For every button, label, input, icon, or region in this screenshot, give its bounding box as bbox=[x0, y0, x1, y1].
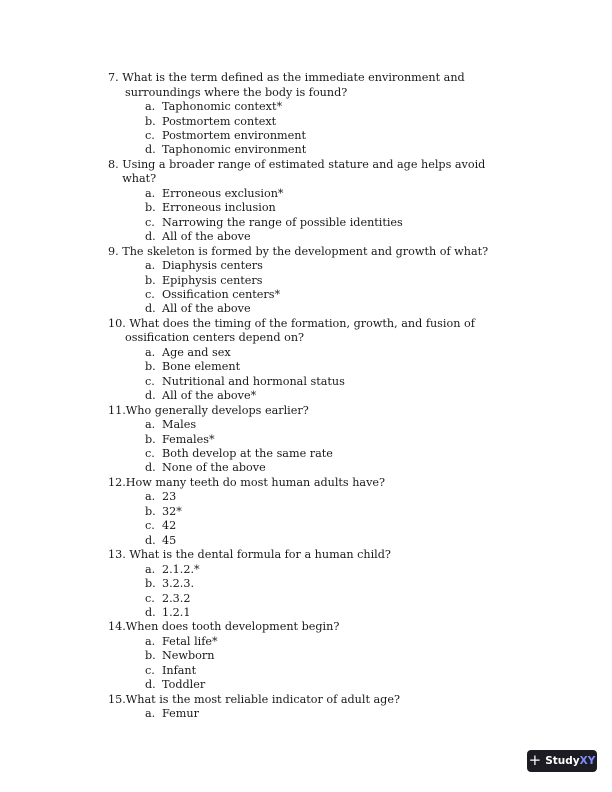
answer-option bbox=[145, 635, 518, 649]
question-stem bbox=[108, 404, 518, 419]
question-text: What is the most reliable indicator of adult age? bbox=[125, 692, 400, 706]
answer-option bbox=[145, 678, 518, 692]
answer-options bbox=[108, 418, 518, 476]
option-letter: a. bbox=[145, 100, 156, 114]
question-item bbox=[108, 245, 518, 317]
option-letter: b. bbox=[145, 432, 156, 446]
answer-options bbox=[108, 635, 518, 693]
option-letter: a. bbox=[145, 562, 156, 576]
answer-option bbox=[145, 288, 518, 302]
question-item bbox=[108, 693, 518, 722]
question-number: 10. bbox=[108, 316, 130, 330]
option-letter: b. bbox=[145, 504, 156, 518]
question-number: 15. bbox=[108, 692, 126, 706]
question-number: 11. bbox=[108, 403, 126, 417]
answer-option bbox=[145, 519, 518, 533]
answer-options bbox=[108, 100, 518, 158]
question-number: 13. bbox=[108, 548, 130, 562]
answer-option bbox=[145, 461, 518, 475]
badge-label: StudyXY bbox=[545, 755, 596, 767]
option-letter: b. bbox=[145, 273, 156, 287]
answer-option bbox=[145, 187, 518, 201]
option-text: Males bbox=[162, 418, 197, 432]
option-letter: c. bbox=[145, 591, 155, 605]
answer-option bbox=[145, 534, 518, 548]
option-letter: c. bbox=[145, 129, 155, 142]
question-text: What is the dental formula for a human child? bbox=[129, 548, 391, 562]
answer-option bbox=[145, 346, 518, 360]
question-number: 8. bbox=[108, 157, 123, 171]
question-text: What is the term defined as the immediate environment and bbox=[122, 71, 465, 84]
option-text: 42 bbox=[162, 519, 177, 533]
question-stem bbox=[108, 476, 518, 491]
answer-option bbox=[145, 664, 518, 678]
option-text: Diaphysis centers bbox=[162, 259, 263, 273]
question-text: How many teeth do most human adults have? bbox=[125, 475, 386, 489]
answer-option bbox=[145, 490, 518, 504]
question-number: 14. bbox=[108, 620, 126, 634]
answer-options bbox=[108, 707, 518, 721]
option-text: Postmortem environment bbox=[162, 129, 306, 142]
studyxy-badge[interactable] bbox=[527, 750, 597, 772]
question-text: What does the timing of the formation, growth, and fusion of bbox=[129, 316, 475, 330]
question-stem bbox=[108, 620, 518, 635]
question-text-continued: ossification centers depend on? bbox=[125, 331, 305, 345]
option-text: Toddler bbox=[162, 678, 206, 692]
question-stem bbox=[108, 71, 518, 86]
answer-option bbox=[145, 375, 518, 389]
plus-icon: + bbox=[528, 750, 542, 769]
answer-option bbox=[145, 201, 518, 215]
answer-option bbox=[145, 274, 518, 288]
answer-option bbox=[145, 129, 518, 143]
option-text: Nutritional and hormonal status bbox=[162, 374, 345, 388]
option-letter: d. bbox=[145, 143, 156, 157]
option-text: Postmortem context bbox=[162, 114, 277, 128]
option-text: Age and sex bbox=[162, 346, 231, 360]
option-letter: a. bbox=[145, 259, 156, 273]
answer-option bbox=[145, 100, 518, 114]
option-letter: c. bbox=[145, 447, 155, 461]
question-text-continued: surroundings where the body is found? bbox=[125, 85, 348, 99]
option-text: Taphonomic context* bbox=[162, 100, 283, 114]
question-item bbox=[108, 548, 518, 620]
option-text: 3.2.3. bbox=[162, 577, 195, 591]
answer-option bbox=[145, 302, 518, 316]
option-letter: b. bbox=[145, 114, 156, 128]
answer-option bbox=[145, 418, 518, 432]
answer-option bbox=[145, 259, 518, 273]
answer-option bbox=[145, 143, 518, 157]
option-letter: d. bbox=[145, 302, 156, 316]
question-stem bbox=[108, 693, 518, 708]
question-number: 7. bbox=[108, 71, 123, 84]
option-letter: d. bbox=[145, 605, 156, 619]
answer-options bbox=[108, 187, 518, 245]
question-number: 9. bbox=[108, 244, 123, 258]
option-text: Erroneous exclusion* bbox=[162, 187, 284, 200]
option-text: Ossification centers* bbox=[162, 288, 281, 302]
option-letter: c. bbox=[145, 374, 155, 388]
option-letter: b. bbox=[145, 201, 156, 215]
answer-option bbox=[145, 360, 518, 374]
answer-options bbox=[108, 346, 518, 404]
option-text: Erroneous inclusion bbox=[162, 201, 276, 215]
option-text: Females* bbox=[162, 432, 215, 446]
question-text: Using a broader range of estimated stature and age helps avoid what? bbox=[122, 157, 486, 186]
question-stem bbox=[108, 317, 518, 332]
question-item bbox=[108, 476, 518, 548]
option-text: Fetal life* bbox=[162, 634, 218, 648]
option-letter: b. bbox=[145, 649, 156, 663]
option-text: 23 bbox=[162, 490, 177, 504]
option-letter: a. bbox=[145, 707, 156, 721]
question-stem bbox=[108, 548, 518, 563]
question-item bbox=[108, 71, 518, 158]
option-letter: c. bbox=[145, 215, 155, 229]
option-letter: b. bbox=[145, 360, 156, 374]
option-text: All of the above bbox=[162, 230, 251, 244]
question-item bbox=[108, 620, 518, 692]
answer-option bbox=[145, 389, 518, 403]
question-text: Who generally develops earlier? bbox=[125, 403, 309, 417]
question-item bbox=[108, 404, 518, 476]
answer-option bbox=[145, 216, 518, 230]
option-text: All of the above bbox=[162, 302, 251, 316]
option-letter: c. bbox=[145, 663, 155, 677]
question-text: The skeleton is formed by the development and growth of what? bbox=[122, 244, 489, 258]
answer-option bbox=[145, 115, 518, 129]
option-letter: a. bbox=[145, 187, 156, 200]
question-stem bbox=[108, 245, 518, 260]
option-text: 2.1.2.* bbox=[162, 562, 200, 576]
option-letter: d. bbox=[145, 533, 156, 547]
question-list bbox=[108, 71, 518, 722]
question-text: When does tooth development begin? bbox=[125, 620, 340, 634]
answer-option bbox=[145, 433, 518, 447]
option-text: Both develop at the same rate bbox=[162, 447, 333, 461]
answer-option bbox=[145, 447, 518, 461]
question-item bbox=[108, 158, 518, 245]
option-letter: c. bbox=[145, 288, 155, 302]
question-number: 12. bbox=[108, 475, 126, 489]
answer-option bbox=[145, 707, 518, 721]
option-text: 2.3.2 bbox=[162, 591, 191, 605]
option-letter: c. bbox=[145, 519, 155, 533]
option-text: Newborn bbox=[162, 649, 215, 663]
answer-option bbox=[145, 230, 518, 244]
option-text: Narrowing the range of possible identities bbox=[162, 215, 403, 229]
option-letter: d. bbox=[145, 230, 156, 244]
answer-options bbox=[108, 259, 518, 317]
answer-option bbox=[145, 592, 518, 606]
option-text: Femur bbox=[162, 707, 199, 721]
option-letter: a. bbox=[145, 418, 156, 432]
answer-options bbox=[108, 563, 518, 621]
option-letter: a. bbox=[145, 634, 156, 648]
option-text: Bone element bbox=[162, 360, 241, 374]
option-letter: d. bbox=[145, 389, 156, 403]
option-text: Taphonomic environment bbox=[162, 143, 307, 157]
option-letter: a. bbox=[145, 490, 156, 504]
option-text: All of the above* bbox=[162, 389, 257, 403]
option-text: 45 bbox=[162, 533, 177, 547]
answer-option bbox=[145, 649, 518, 663]
option-text: 32* bbox=[162, 504, 182, 518]
option-letter: a. bbox=[145, 346, 156, 360]
option-text: 1.2.1 bbox=[162, 605, 191, 619]
option-text: None of the above bbox=[162, 461, 266, 475]
option-letter: d. bbox=[145, 678, 156, 692]
answer-option bbox=[145, 505, 518, 519]
question-item bbox=[108, 317, 518, 404]
option-text: Infant bbox=[162, 663, 197, 677]
answer-option bbox=[145, 563, 518, 577]
question-stem bbox=[108, 158, 518, 187]
answer-option bbox=[145, 606, 518, 620]
answer-options bbox=[108, 490, 518, 548]
answer-option bbox=[145, 577, 518, 591]
option-letter: d. bbox=[145, 461, 156, 475]
option-text: Epiphysis centers bbox=[162, 273, 263, 287]
option-letter: b. bbox=[145, 577, 156, 591]
